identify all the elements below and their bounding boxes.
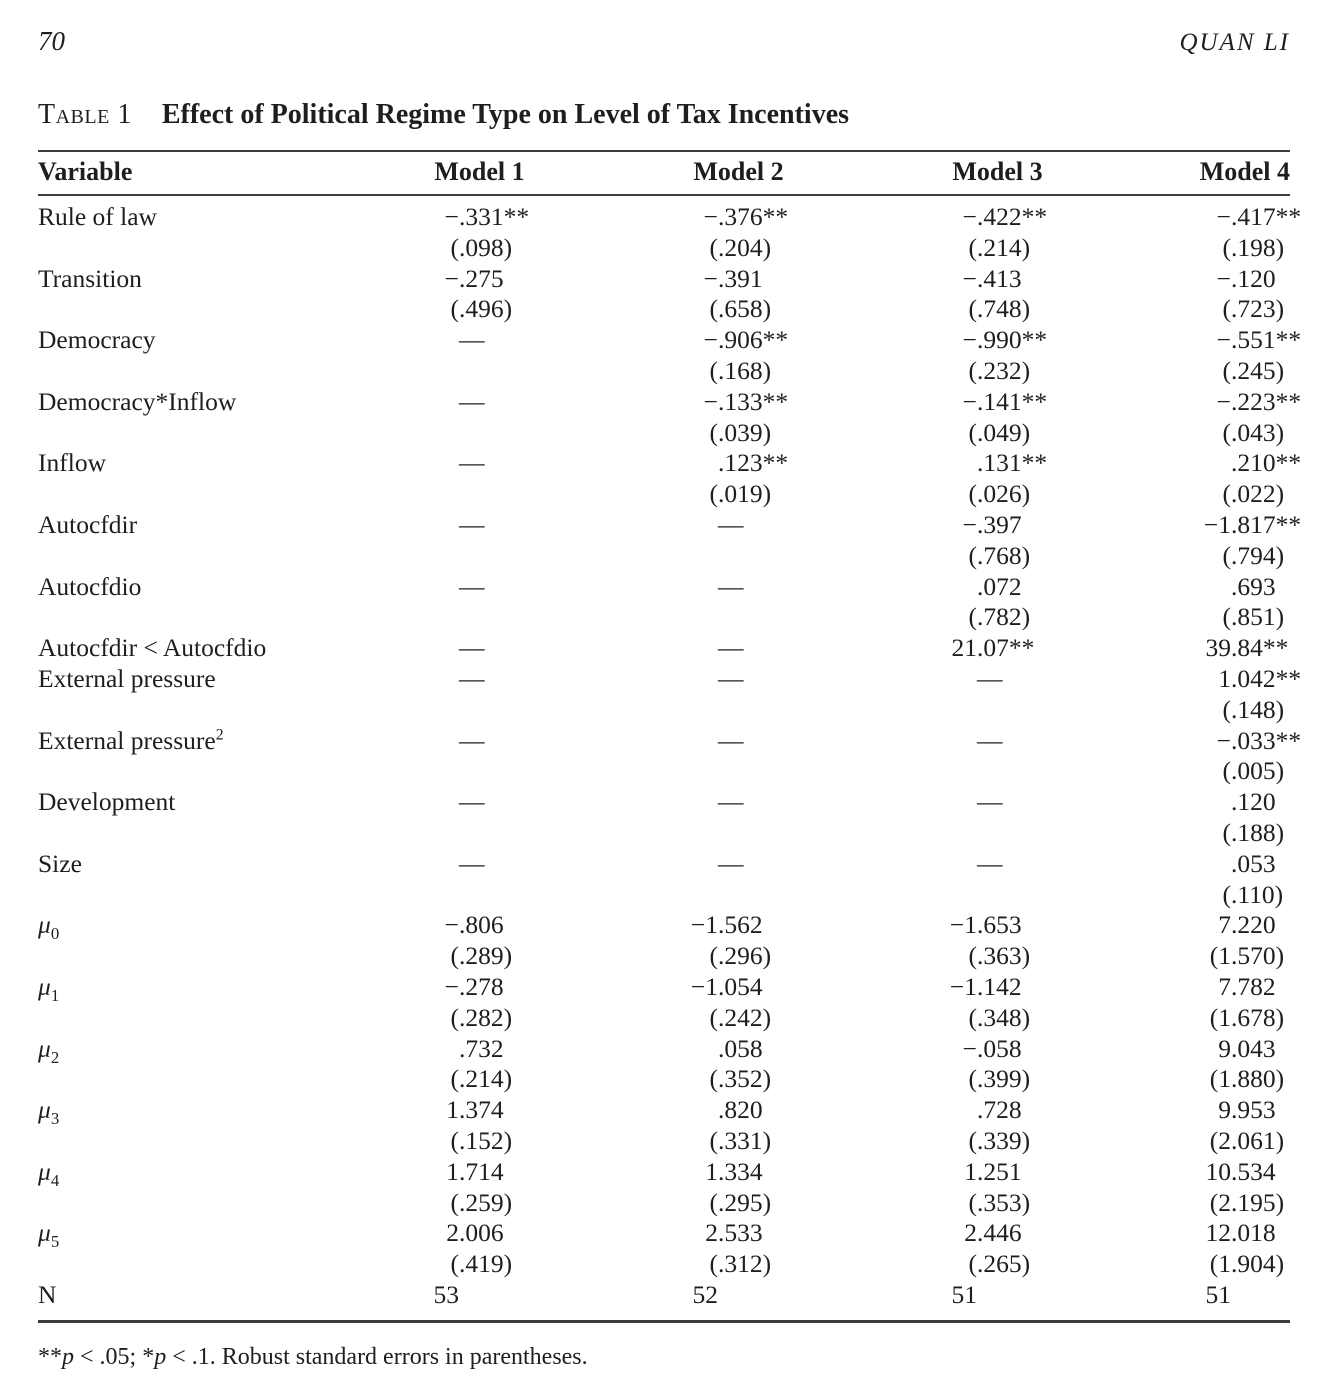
cell-model-2: .058 xyxy=(718,1033,763,1063)
cell-model-1: — xyxy=(459,663,485,693)
table-row xyxy=(38,910,1290,941)
empty-cell xyxy=(622,818,881,849)
column-header-model-2: Model 2 xyxy=(622,151,881,195)
row-label: $\mu_2$ xyxy=(38,1033,60,1067)
cell-model-3: 1.251 xyxy=(964,1156,1022,1186)
table-row-standard-errors xyxy=(38,1064,1290,1095)
table-row-standard-errors xyxy=(38,1188,1290,1219)
cell-model-1: — xyxy=(459,509,485,539)
empty-cell xyxy=(622,541,881,572)
table-footnote xyxy=(38,1342,1290,1372)
cell-model-1: −.806 xyxy=(444,910,504,940)
cell-model-2: (.658) xyxy=(709,294,772,324)
cell-model-1: 1.714 xyxy=(446,1156,504,1186)
cell-model-3: (.232) xyxy=(968,355,1031,385)
cell-model-2: 1.334 xyxy=(705,1156,763,1186)
table-row xyxy=(38,387,1290,418)
cell-model-4: (.245) xyxy=(1222,355,1285,385)
cell-model-3: .072 xyxy=(977,571,1022,601)
row-label-spacer xyxy=(38,756,363,787)
cell-model-4: (.188) xyxy=(1222,817,1285,847)
column-header-variable: Variable xyxy=(38,151,363,195)
cell-model-4: 9.043 xyxy=(1218,1033,1276,1063)
cell-model-1: −.275 xyxy=(444,263,504,293)
cell-model-3: −1.653 xyxy=(949,910,1022,940)
row-label: $\mu_4$ xyxy=(38,1156,60,1190)
row-label-spacer xyxy=(38,356,363,387)
cell-model-1: (.496) xyxy=(450,294,513,324)
cell-model-4: 7.782 xyxy=(1218,971,1276,1001)
empty-cell xyxy=(363,418,622,449)
cell-model-2: (.331) xyxy=(709,1125,772,1155)
cell-model-1: −.278 xyxy=(444,971,504,1001)
table-row xyxy=(38,572,1290,603)
cell-model-2: (.295) xyxy=(709,1187,772,1217)
table-row xyxy=(38,510,1290,541)
row-label-spacer xyxy=(38,479,363,510)
row-label: Democracy xyxy=(38,325,156,355)
cell-model-3: (.049) xyxy=(968,417,1031,447)
empty-cell xyxy=(363,818,622,849)
cell-model-4: 12.018 xyxy=(1205,1218,1276,1248)
table-label: Table 1 xyxy=(38,99,132,130)
cell-model-3: 21.07** xyxy=(951,633,1035,663)
column-header-model-3: Model 3 xyxy=(881,151,1140,195)
cell-model-2: .123** xyxy=(718,448,789,478)
cell-model-2: — xyxy=(718,571,744,601)
running-head: QUAN LI xyxy=(1179,29,1290,56)
empty-cell xyxy=(363,356,622,387)
cell-model-3: −.422** xyxy=(962,202,1048,231)
cell-model-4: −1.817** xyxy=(1203,509,1302,539)
cell-model-1: (.259) xyxy=(450,1187,513,1217)
table-row-standard-errors xyxy=(38,294,1290,325)
table-row-standard-errors xyxy=(38,880,1290,911)
regression-table xyxy=(38,150,1302,1323)
row-label-spacer xyxy=(38,1126,363,1157)
table-row-standard-errors xyxy=(38,602,1290,633)
cell-model-2: 52 xyxy=(692,1279,718,1309)
cell-model-3: (.348) xyxy=(968,1002,1031,1032)
row-label: External pressure xyxy=(38,663,216,693)
empty-cell xyxy=(363,695,622,726)
cell-model-2: −.133** xyxy=(703,386,789,416)
cell-model-1: (.282) xyxy=(450,1002,513,1032)
row-label: External pressure$^2$ xyxy=(38,725,224,755)
empty-cell xyxy=(881,756,1140,787)
row-label: Development xyxy=(38,787,176,817)
table-row xyxy=(38,325,1290,356)
cell-model-1: .732 xyxy=(459,1033,504,1063)
cell-model-1: — xyxy=(459,725,485,755)
row-label-spacer xyxy=(38,233,363,264)
cell-model-4: 39.84** xyxy=(1205,633,1289,663)
cell-model-4: 10.534 xyxy=(1205,1156,1276,1186)
row-label: Autocfdir < Autocfdio xyxy=(38,633,267,663)
cell-model-3: (.748) xyxy=(968,294,1031,324)
cell-model-4: .120 xyxy=(1231,787,1276,817)
cell-model-3: 51 xyxy=(951,1279,977,1309)
cell-model-4: (.005) xyxy=(1222,756,1285,786)
table-row xyxy=(38,195,1290,233)
table-row xyxy=(38,448,1290,479)
table-row xyxy=(38,972,1290,1003)
cell-model-4: (.851) xyxy=(1222,602,1285,632)
row-label: Democracy*Inflow xyxy=(38,386,237,416)
cell-model-1: 2.006 xyxy=(446,1218,504,1248)
cell-model-4: (1.904) xyxy=(1209,1249,1285,1279)
cell-model-3: .728 xyxy=(977,1095,1022,1125)
row-label: Size xyxy=(38,848,82,878)
cell-model-3: −.397 xyxy=(962,509,1022,539)
page-header xyxy=(38,24,1290,60)
table-row xyxy=(38,1218,1290,1249)
table-row xyxy=(38,1157,1290,1188)
table-row-standard-errors xyxy=(38,941,1290,972)
cell-model-4: −.120 xyxy=(1216,263,1276,293)
cell-model-3: (.214) xyxy=(968,232,1031,262)
row-label: $\mu_0$ xyxy=(38,910,60,944)
table-row xyxy=(38,726,1290,757)
row-label-spacer xyxy=(38,1003,363,1034)
table-row-standard-errors xyxy=(38,418,1290,449)
table-row-standard-errors xyxy=(38,356,1290,387)
cell-model-3: — xyxy=(977,725,1003,755)
cell-model-4: (2.195) xyxy=(1209,1187,1285,1217)
cell-model-2: — xyxy=(718,725,744,755)
table-row-standard-errors xyxy=(38,818,1290,849)
cell-model-4: 7.220 xyxy=(1218,910,1276,940)
cell-model-4: (1.570) xyxy=(1209,941,1285,971)
empty-cell xyxy=(363,479,622,510)
row-label: $\mu_3$ xyxy=(38,1095,60,1129)
cell-model-2: — xyxy=(718,663,744,693)
row-label-spacer xyxy=(38,1188,363,1219)
cell-model-4: (.794) xyxy=(1222,540,1285,570)
cell-model-2: (.312) xyxy=(709,1249,772,1279)
empty-cell xyxy=(363,756,622,787)
cell-model-3: −1.142 xyxy=(949,971,1022,1001)
cell-model-2: (.039) xyxy=(709,417,772,447)
row-label: Transition xyxy=(38,263,142,293)
empty-cell xyxy=(622,602,881,633)
table-title: Effect of Political Regime Type on Level of Tax Incentives xyxy=(161,99,850,130)
cell-model-3: −.990** xyxy=(962,325,1048,355)
cell-model-1: — xyxy=(459,633,485,663)
cell-model-1: — xyxy=(459,386,485,416)
footnote-significance-stars: ** xyxy=(38,1343,62,1370)
cell-model-4: .693 xyxy=(1231,571,1276,601)
cell-model-3: (.339) xyxy=(968,1125,1031,1155)
cell-model-1: — xyxy=(459,571,485,601)
cell-model-2: .820 xyxy=(718,1095,763,1125)
empty-cell xyxy=(622,756,881,787)
cell-model-1: (.289) xyxy=(450,941,513,971)
table-row-standard-errors xyxy=(38,1249,1290,1280)
cell-model-4: 51 xyxy=(1205,1279,1231,1309)
cell-model-4: (.723) xyxy=(1222,294,1285,324)
cell-model-1: — xyxy=(459,448,485,478)
cell-model-3: (.353) xyxy=(968,1187,1031,1217)
table-row xyxy=(38,787,1290,818)
cell-model-4: (.043) xyxy=(1222,417,1285,447)
table-row-standard-errors xyxy=(38,695,1290,726)
cell-model-2: — xyxy=(718,509,744,539)
empty-cell xyxy=(881,695,1140,726)
empty-cell xyxy=(622,880,881,911)
row-label-spacer xyxy=(38,695,363,726)
table-row xyxy=(38,633,1290,664)
cell-model-3: (.026) xyxy=(968,479,1031,509)
cell-model-3: (.265) xyxy=(968,1249,1031,1279)
row-label-spacer xyxy=(38,541,363,572)
cell-model-1: 53 xyxy=(433,1279,459,1309)
table-body xyxy=(38,195,1302,1321)
footnote-note-text: < .1. Robust standard errors in parentheses. xyxy=(166,1343,588,1370)
cell-model-2: (.019) xyxy=(709,479,772,509)
cell-model-1: −.331** xyxy=(444,202,530,231)
row-label: N xyxy=(38,1279,57,1309)
cell-model-1: (.214) xyxy=(450,1064,513,1094)
column-header-model-1: Model 1 xyxy=(363,151,622,195)
table-row xyxy=(38,664,1290,695)
footnote-threshold-1: < .05; * xyxy=(74,1343,155,1370)
empty-cell xyxy=(881,818,1140,849)
cell-model-3: −.058 xyxy=(962,1033,1022,1063)
table-row xyxy=(38,1095,1290,1126)
row-label-spacer xyxy=(38,294,363,325)
cell-model-1: (.419) xyxy=(450,1249,513,1279)
cell-model-3: −.413 xyxy=(962,263,1022,293)
cell-model-4: (1.678) xyxy=(1209,1002,1285,1032)
row-label: Inflow xyxy=(38,448,106,478)
cell-model-2: (.242) xyxy=(709,1002,772,1032)
header-row xyxy=(38,151,1290,195)
cell-model-2: — xyxy=(718,633,744,663)
cell-model-2: −.391 xyxy=(703,263,763,293)
row-label-spacer xyxy=(38,880,363,911)
cell-model-2: — xyxy=(718,787,744,817)
table-row-standard-errors xyxy=(38,756,1290,787)
cell-model-2: −.906** xyxy=(703,325,789,355)
table-head xyxy=(38,151,1290,195)
table-row xyxy=(38,1280,1290,1321)
row-label-spacer xyxy=(38,418,363,449)
footnote-p-symbol: p xyxy=(62,1343,74,1370)
cell-model-4: .053 xyxy=(1231,848,1276,878)
cell-model-3: — xyxy=(977,663,1003,693)
cell-model-4: (2.061) xyxy=(1209,1125,1285,1155)
cell-model-1: (.152) xyxy=(450,1125,513,1155)
cell-model-2: −1.054 xyxy=(690,971,763,1001)
cell-model-1: — xyxy=(459,787,485,817)
cell-model-1: (.098) xyxy=(450,232,513,262)
cell-model-2: — xyxy=(718,848,744,878)
cell-model-4: .210** xyxy=(1231,448,1302,478)
cell-model-4: 9.953 xyxy=(1218,1095,1276,1125)
cell-model-4: (.110) xyxy=(1222,879,1284,909)
cell-model-3: — xyxy=(977,787,1003,817)
cell-model-1: — xyxy=(459,325,485,355)
cell-model-4: (.148) xyxy=(1222,694,1285,724)
cell-model-2: −1.562 xyxy=(690,910,763,940)
row-label-spacer xyxy=(38,602,363,633)
row-label-spacer xyxy=(38,818,363,849)
row-label: $\mu_5$ xyxy=(38,1218,60,1252)
row-label: Autocfdir xyxy=(38,509,138,539)
cell-model-2: −.376** xyxy=(703,202,789,231)
cell-model-4: −.551** xyxy=(1216,325,1302,355)
cell-model-3: (.768) xyxy=(968,540,1031,570)
table-row-standard-errors xyxy=(38,479,1290,510)
footnote-p-symbol-2: p xyxy=(154,1343,167,1370)
empty-cell xyxy=(363,602,622,633)
cell-model-3: −.141** xyxy=(962,386,1048,416)
table-row xyxy=(38,849,1290,880)
table-row-standard-errors xyxy=(38,1003,1290,1034)
table-row-standard-errors xyxy=(38,541,1290,572)
cell-model-3: (.782) xyxy=(968,602,1031,632)
row-label: $\mu_1$ xyxy=(38,971,60,1006)
empty-cell xyxy=(881,880,1140,911)
cell-model-2: 2.533 xyxy=(705,1218,763,1248)
table-row-standard-errors xyxy=(38,1126,1290,1157)
cell-model-3: (.363) xyxy=(968,941,1031,971)
row-label: Autocfdio xyxy=(38,571,142,601)
cell-model-2: (.168) xyxy=(709,355,772,385)
cell-model-4: −.417** xyxy=(1216,202,1302,231)
cell-model-4: −.223** xyxy=(1216,386,1302,416)
cell-model-2: (.296) xyxy=(709,941,772,971)
page-number: 70 xyxy=(38,26,65,56)
cell-model-4: −.033** xyxy=(1216,725,1302,755)
cell-model-1: 1.374 xyxy=(446,1095,504,1125)
cell-model-4: (1.880) xyxy=(1209,1064,1285,1094)
cell-model-3: .131** xyxy=(977,448,1048,478)
cell-model-1: — xyxy=(459,848,485,878)
cell-model-3: 2.446 xyxy=(964,1218,1022,1248)
row-label: Rule of law xyxy=(38,202,157,231)
cell-model-4: (.198) xyxy=(1222,232,1285,262)
cell-model-2: (.352) xyxy=(709,1064,772,1094)
cell-model-3: (.399) xyxy=(968,1064,1031,1094)
row-label-spacer xyxy=(38,1249,363,1280)
cell-model-3: — xyxy=(977,848,1003,878)
empty-cell xyxy=(622,695,881,726)
cell-model-4: 1.042** xyxy=(1218,663,1302,693)
empty-cell xyxy=(363,541,622,572)
column-header-model-4: Model 4 xyxy=(1140,151,1290,195)
empty-cell xyxy=(363,880,622,911)
cell-model-4: (.022) xyxy=(1222,479,1285,509)
table-row xyxy=(38,1034,1290,1065)
row-label-spacer xyxy=(38,941,363,972)
cell-model-2: (.204) xyxy=(709,232,772,262)
table-row xyxy=(38,264,1290,295)
row-label-spacer xyxy=(38,1064,363,1095)
table-row-standard-errors xyxy=(38,233,1290,264)
table-caption xyxy=(38,96,1290,138)
